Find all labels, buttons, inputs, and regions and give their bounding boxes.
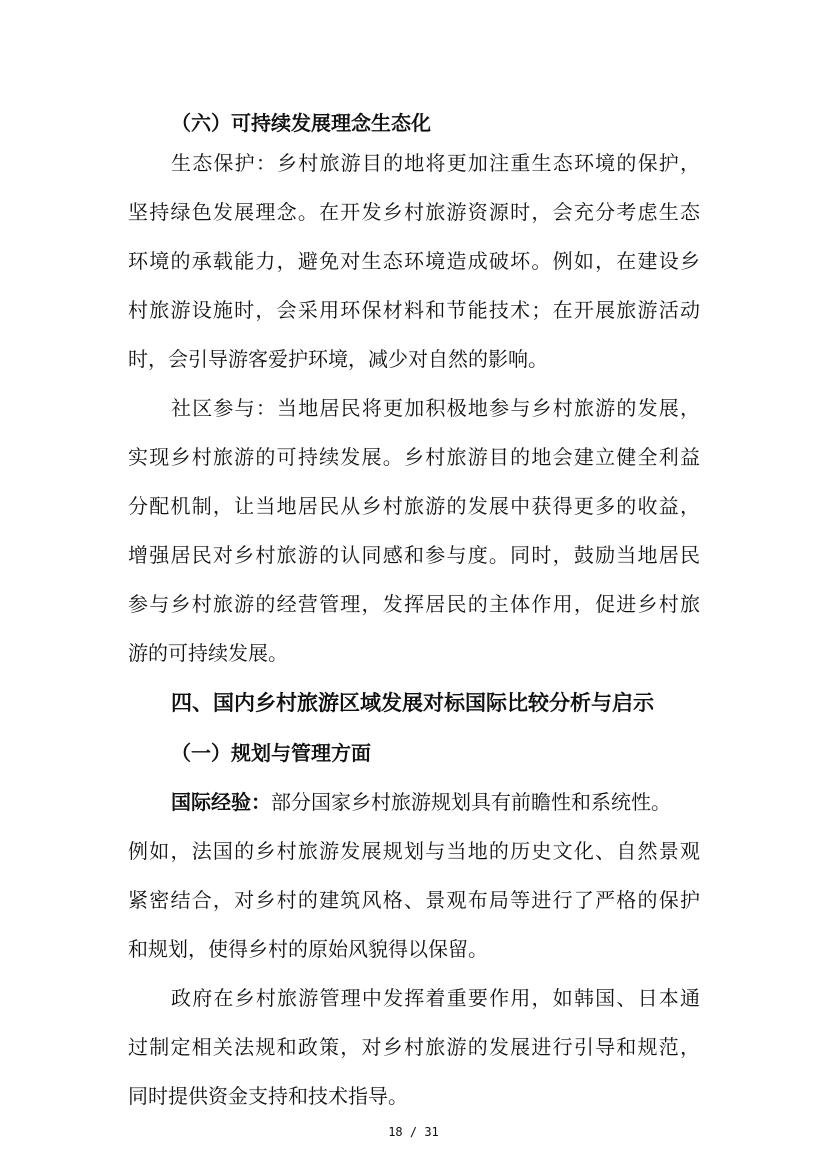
subsection-heading-1: （一）规划与管理方面 xyxy=(171,741,371,765)
paragraph-line: 村旅游设施时，会采用环保材料和节能技术；在开展旅游活动 xyxy=(128,298,700,322)
paragraph-line: 生态保护：乡村旅游目的地将更加注重生态环境的保护， xyxy=(171,151,700,175)
section-heading-4: 四、国内乡村旅游区域发展对标国际比较分析与启示 xyxy=(171,691,654,715)
paragraph-line: 和规划，使得乡村的原始风貌得以保留。 xyxy=(128,937,488,961)
paragraph-line: 过制定相关法规和政策，对乡村旅游的发展进行引导和规范， xyxy=(128,1035,700,1059)
international-experience-label: 国际经验： xyxy=(171,790,271,814)
paragraph-line: 分配机制，让当地居民从乡村旅游的发展中获得更多的收益， xyxy=(128,494,700,518)
paragraph-line: 时，会引导游客爱护环境，减少对自然的影响。 xyxy=(128,347,548,371)
paragraph-line-with-label xyxy=(171,789,700,815)
paragraph-line: 游的可持续发展。 xyxy=(128,641,288,665)
paragraph-line: 坚持绿色发展理念。在开发乡村旅游资源时，会充分考虑生态 xyxy=(128,200,700,224)
page-number: 18 / 31 xyxy=(388,1125,439,1139)
paragraph-line: 实现乡村旅游的可持续发展。乡村旅游目的地会建立健全利益 xyxy=(128,445,700,469)
paragraph-text: 部分国家乡村旅游规划具有前瞻性和系统性。 xyxy=(271,790,671,814)
paragraph-line: 例如，法国的乡村旅游发展规划与当地的历史文化、自然景观 xyxy=(128,839,700,863)
paragraph-line: 增强居民对乡村旅游的认同感和参与度。同时，鼓励当地居民 xyxy=(128,543,700,567)
paragraph-line: 政府在乡村旅游管理中发挥着重要作用，如韩国、日本通 xyxy=(171,986,700,1010)
subsection-heading-6: （六）可持续发展理念生态化 xyxy=(171,111,431,135)
paragraph-line: 参与乡村旅游的经营管理，发挥居民的主体作用，促进乡村旅 xyxy=(128,592,700,616)
paragraph-line: 紧密结合，对乡村的建筑风格、景观布局等进行了严格的保护 xyxy=(128,888,700,912)
paragraph-line: 环境的承载能力，避免对生态环境造成破坏。例如，在建设乡 xyxy=(128,249,700,273)
paragraph-line: 社区参与：当地居民将更加积极地参与乡村旅游的发展， xyxy=(171,396,700,420)
paragraph-line: 同时提供资金支持和技术指导。 xyxy=(128,1084,408,1108)
